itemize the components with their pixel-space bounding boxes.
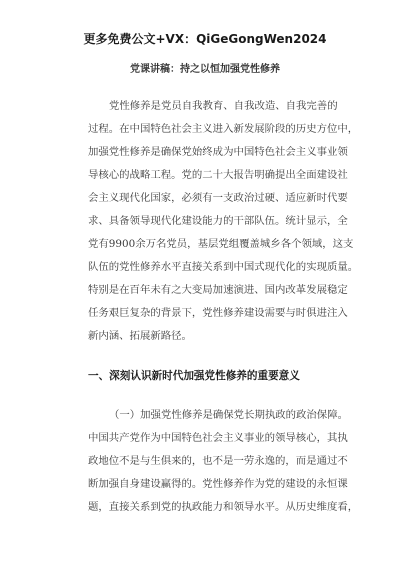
paragraph-line: 题，直接关系到党的执政能力和领导水平。从历史维度看， xyxy=(88,501,359,513)
paragraph-2 xyxy=(88,404,359,519)
paragraph-line: 导核心的战略工程。党的二十大报告明确提出全面建设社 xyxy=(88,169,348,181)
paragraph-1 xyxy=(88,95,359,348)
paragraph-line: 特别是在百年未有之大变局加速演进、国内改革发展稳定 xyxy=(88,284,348,296)
paragraph-line: 任务艰巨复杂的背景下，党性修养建设需要与时俱进注入 xyxy=(88,307,348,319)
paragraph-line: 队伍的党性修养水平直接关系到中国式现代化的实现质量。 xyxy=(88,261,359,273)
paragraph-line: 中国共产党作为中国特色社会主义事业的领导核心，其执 xyxy=(88,432,348,444)
document-title: 党课讲稿：持之以恒加强党性修养 xyxy=(130,64,280,75)
paragraph-line: 求、具备领导现代化建设能力的干部队伍。统计显示，全 xyxy=(88,215,348,227)
header-banner: 更多免费公文+VX：QiGeGongWen2024 xyxy=(83,32,327,46)
paragraph-line: 会主义现代化国家，必须有一支政治过硬、适应新时代要 xyxy=(88,192,348,204)
paragraph-line: 过程。在中国特色社会主义进入新发展阶段的历史方位中， xyxy=(88,123,359,135)
paragraph-line: 断加强自身建设赢得的。党性修养作为党的建设的永恒课 xyxy=(88,478,348,490)
section-heading: 一、深刻认识新时代加强党性修养的重要意义 xyxy=(88,370,300,382)
paragraph-line: 政地位不是与生俱来的，也不是一劳永逸的，而是通过不 xyxy=(88,455,348,467)
paragraph-line: 党性修养是党员自我教育、自我改造、自我完善的 xyxy=(109,100,338,112)
paragraph-line: 加强党性修养是确保党始终成为中国特色社会主义事业领 xyxy=(88,146,348,158)
paragraph-line: 党有9900余万名党员，基层党组覆盖城乡各个领域，这支 xyxy=(88,238,354,250)
paragraph-line: 新内涵、拓展新路径。 xyxy=(88,330,192,342)
paragraph-line: （一）加强党性修养是确保党长期执政的政治保障。 xyxy=(109,409,348,421)
